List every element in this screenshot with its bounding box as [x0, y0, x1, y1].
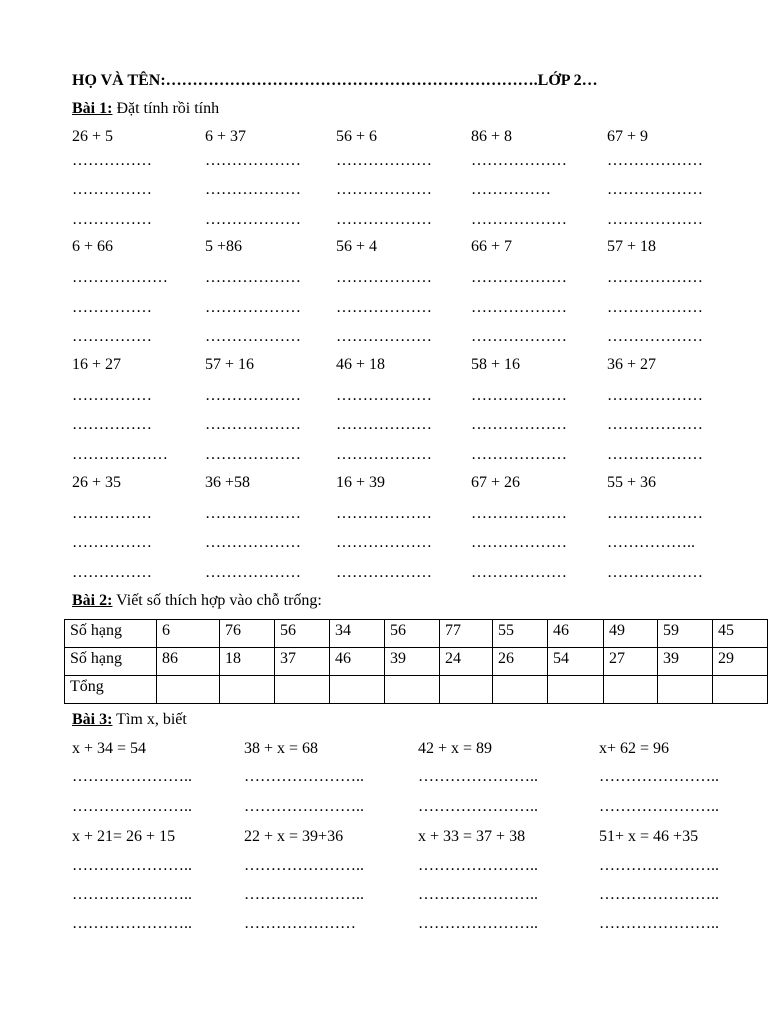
- bai1-answer-line[interactable]: ………………: [336, 299, 432, 316]
- bai1-answer-line[interactable]: ………………: [205, 564, 301, 581]
- sum-answer-cell[interactable]: [275, 676, 330, 704]
- addends-table: [64, 619, 768, 704]
- sum-answer-cell[interactable]: [330, 676, 385, 704]
- name-label: HỌ VÀ TÊN:: [72, 72, 166, 89]
- bai1-answer-line[interactable]: ………………: [607, 211, 703, 228]
- bai1-answer-line[interactable]: ………………: [205, 387, 301, 404]
- bai1-answer-line[interactable]: ………………: [336, 269, 432, 286]
- bai1-problem: 16 + 27: [72, 356, 122, 373]
- table-cell: 86: [157, 648, 220, 676]
- bai1-answer-line[interactable]: ………………: [72, 446, 168, 463]
- bai1-answer-line[interactable]: ………………: [336, 152, 432, 169]
- bai1-problem: 6 + 66: [72, 238, 114, 255]
- bai2-label: Bài 2:: [72, 592, 113, 609]
- bai3-answer-line[interactable]: …………………..: [418, 768, 538, 785]
- bai3-equation: 42 + x = 89: [418, 740, 493, 757]
- table-cell: 56: [385, 620, 440, 648]
- bai1-answer-line[interactable]: ………………: [336, 416, 432, 433]
- bai3-answer-line[interactable]: …………………..: [244, 798, 364, 815]
- table-cell: 46: [330, 648, 385, 676]
- bai1-answer-line[interactable]: ………………: [471, 211, 567, 228]
- bai2-text: Viết số thích hợp vào chỗ trống:: [112, 592, 322, 609]
- bai1-answer-line[interactable]: ………………: [471, 564, 567, 581]
- bai1-answer-line[interactable]: ………………: [607, 328, 703, 345]
- bai3-answer-line[interactable]: …………………..: [599, 857, 719, 874]
- bai1-answer-line[interactable]: ………………: [205, 152, 301, 169]
- bai1-problem: 56 + 4: [336, 238, 378, 255]
- bai3-equation: 38 + x = 68: [244, 740, 319, 757]
- bai1-answer-line[interactable]: ………………: [607, 446, 703, 463]
- sum-answer-cell[interactable]: [604, 676, 658, 704]
- bai1-answer-line[interactable]: ………………: [336, 534, 432, 551]
- table-cell: 24: [440, 648, 493, 676]
- bai3-answer-line[interactable]: …………………..: [72, 857, 192, 874]
- bai1-problem: 57 + 18: [607, 238, 657, 255]
- table-cell: 29: [713, 648, 768, 676]
- bai3-equation: x+ 62 = 96: [599, 740, 670, 757]
- bai1-answer-line[interactable]: ……………: [72, 299, 152, 316]
- bai1-problem: 67 + 9: [607, 128, 649, 145]
- bai3-answer-line[interactable]: …………………..: [244, 857, 364, 874]
- bai1-problem: 26 + 5: [72, 128, 114, 145]
- table-cell: 34: [330, 620, 385, 648]
- class-label: .LỚP 2…: [533, 72, 598, 89]
- name-dots[interactable]: ……………………………………………………………: [165, 72, 534, 89]
- name-line: [72, 71, 598, 91]
- table-cell: 39: [658, 648, 713, 676]
- bai3-answer-line[interactable]: …………………..: [72, 886, 192, 903]
- bai1-answer-line[interactable]: ……………: [72, 416, 152, 433]
- bai1-answer-line[interactable]: ………………: [336, 387, 432, 404]
- table-cell: 37: [275, 648, 330, 676]
- bai1-answer-line[interactable]: ………………: [607, 269, 703, 286]
- sum-answer-cell[interactable]: [385, 676, 440, 704]
- bai1-answer-line[interactable]: ………………: [205, 269, 301, 286]
- bai3-answer-line[interactable]: …………………..: [599, 886, 719, 903]
- sum-answer-cell[interactable]: [548, 676, 604, 704]
- bai1-answer-line[interactable]: ………………: [607, 387, 703, 404]
- bai2-heading: [72, 591, 322, 611]
- bai1-answer-line[interactable]: ………………: [205, 446, 301, 463]
- table-cell: 6: [157, 620, 220, 648]
- bai1-answer-line[interactable]: ……………: [471, 181, 551, 198]
- bai3-answer-line[interactable]: …………………..: [599, 798, 719, 815]
- bai1-answer-line[interactable]: ………………: [471, 446, 567, 463]
- table-cell: 49: [604, 620, 658, 648]
- bai1-problem: 36 + 27: [607, 356, 657, 373]
- bai1-problem: 36 +58: [205, 474, 251, 491]
- table-row-sum: [65, 676, 768, 704]
- bai3-equation: x + 33 = 37 + 38: [418, 828, 526, 845]
- sum-answer-cell[interactable]: [658, 676, 713, 704]
- bai3-answer-line[interactable]: …………………..: [244, 886, 364, 903]
- sum-answer-cell[interactable]: [220, 676, 275, 704]
- bai3-answer-line[interactable]: …………………..: [418, 857, 538, 874]
- sum-answer-cell[interactable]: [493, 676, 548, 704]
- bai1-answer-line[interactable]: ………………: [205, 181, 301, 198]
- bai1-problem: 86 + 8: [471, 128, 513, 145]
- bai3-equation: x + 34 = 54: [72, 740, 147, 757]
- bai1-answer-line[interactable]: ………………: [205, 299, 301, 316]
- bai1-problem: 16 + 39: [336, 474, 386, 491]
- row-label-addend-2: Số hạng: [65, 648, 157, 676]
- table-cell: 18: [220, 648, 275, 676]
- bai3-answer-line[interactable]: …………………..: [72, 915, 192, 932]
- bai1-answer-line[interactable]: ………………: [471, 387, 567, 404]
- sum-answer-cell[interactable]: [157, 676, 220, 704]
- row-label-addend-1: Số hạng: [65, 620, 157, 648]
- table-cell: 27: [604, 648, 658, 676]
- bai1-answer-line[interactable]: ………………: [471, 152, 567, 169]
- bai1-answer-line[interactable]: ………………: [471, 328, 567, 345]
- bai3-answer-line[interactable]: …………………..: [72, 798, 192, 815]
- bai3-equation: x + 21= 26 + 15: [72, 828, 176, 845]
- bai1-answer-line[interactable]: ………………: [471, 505, 567, 522]
- bai3-answer-line[interactable]: …………………: [244, 915, 356, 932]
- row-label-sum: Tổng: [65, 676, 157, 704]
- bai1-answer-line[interactable]: ………………: [607, 299, 703, 316]
- table-row-addend-1: [65, 620, 768, 648]
- sum-answer-cell[interactable]: [713, 676, 768, 704]
- bai1-answer-line[interactable]: ………………: [205, 534, 301, 551]
- bai1-answer-line[interactable]: ……………: [72, 564, 152, 581]
- bai3-answer-line[interactable]: …………………..: [599, 768, 719, 785]
- table-row-addend-2: [65, 648, 768, 676]
- table-cell: 54: [548, 648, 604, 676]
- bai1-answer-line[interactable]: ………………: [72, 269, 168, 286]
- bai1-answer-line[interactable]: ……………: [72, 387, 152, 404]
- bai1-answer-line[interactable]: ………………: [205, 505, 301, 522]
- bai1-problem: 5 +86: [205, 238, 243, 255]
- bai1-answer-line[interactable]: ………………: [336, 211, 432, 228]
- table-cell: 76: [220, 620, 275, 648]
- bai3-label: Bài 3:: [72, 711, 113, 728]
- bai1-problem: 6 + 37: [205, 128, 247, 145]
- bai3-equation: 51+ x = 46 +35: [599, 828, 699, 845]
- bai3-answer-line[interactable]: …………………..: [72, 768, 192, 785]
- bai1-answer-line[interactable]: ………………: [607, 564, 703, 581]
- bai1-answer-line[interactable]: ………………: [205, 328, 301, 345]
- bai1-answer-line[interactable]: ………………: [336, 181, 432, 198]
- table-cell: 46: [548, 620, 604, 648]
- table-cell: 55: [493, 620, 548, 648]
- bai1-answer-line[interactable]: ……………: [72, 211, 152, 228]
- bai1-answer-line[interactable]: ………………: [205, 211, 301, 228]
- bai3-answer-line[interactable]: …………………..: [599, 915, 719, 932]
- table-cell: 45: [713, 620, 768, 648]
- bai1-answer-line[interactable]: ……………..: [607, 534, 695, 551]
- bai3-answer-line[interactable]: …………………..: [418, 798, 538, 815]
- bai1-problem: 46 + 18: [336, 356, 386, 373]
- bai1-problem: 26 + 35: [72, 474, 122, 491]
- bai1-answer-line[interactable]: ………………: [607, 152, 703, 169]
- bai3-answer-line[interactable]: …………………..: [244, 768, 364, 785]
- bai1-answer-line[interactable]: ………………: [336, 446, 432, 463]
- bai1-problem: 66 + 7: [471, 238, 513, 255]
- bai1-answer-line[interactable]: ……………: [72, 152, 152, 169]
- bai1-answer-line[interactable]: ………………: [336, 505, 432, 522]
- table-cell: 56: [275, 620, 330, 648]
- bai1-answer-line[interactable]: ……………: [72, 534, 152, 551]
- bai1-problem: 58 + 16: [471, 356, 521, 373]
- table-cell: 26: [493, 648, 548, 676]
- bai1-answer-line[interactable]: ………………: [607, 181, 703, 198]
- bai3-heading: [72, 710, 187, 730]
- bai3-text: Tìm x, biết: [112, 711, 187, 728]
- bai1-answer-line[interactable]: ………………: [471, 269, 567, 286]
- sum-answer-cell[interactable]: [440, 676, 493, 704]
- bai3-equation: 22 + x = 39+36: [244, 828, 344, 845]
- table-cell: 59: [658, 620, 713, 648]
- bai1-text: Đặt tính rồi tính: [112, 100, 220, 117]
- bai1-label: Bài 1:: [72, 100, 113, 117]
- bai1-answer-line[interactable]: ………………: [336, 564, 432, 581]
- bai1-answer-line[interactable]: ………………: [205, 416, 301, 433]
- bai1-heading: [72, 99, 219, 119]
- bai1-problem: 67 + 26: [471, 474, 521, 491]
- bai1-answer-line[interactable]: ……………: [72, 328, 152, 345]
- bai1-answer-line[interactable]: ……………: [72, 505, 152, 522]
- bai1-problem: 55 + 36: [607, 474, 657, 491]
- bai1-answer-line[interactable]: ………………: [607, 505, 703, 522]
- table-cell: 77: [440, 620, 493, 648]
- bai1-answer-line[interactable]: ………………: [471, 416, 567, 433]
- bai1-problem: 56 + 6: [336, 128, 378, 145]
- bai3-answer-line[interactable]: …………………..: [418, 886, 538, 903]
- bai1-answer-line[interactable]: ………………: [471, 299, 567, 316]
- table-cell: 39: [385, 648, 440, 676]
- bai1-answer-line[interactable]: ………………: [336, 328, 432, 345]
- bai1-answer-line[interactable]: ………………: [607, 416, 703, 433]
- bai1-problem: 57 + 16: [205, 356, 255, 373]
- bai1-answer-line[interactable]: ………………: [471, 534, 567, 551]
- bai1-answer-line[interactable]: ……………: [72, 181, 152, 198]
- bai3-answer-line[interactable]: …………………..: [418, 915, 538, 932]
